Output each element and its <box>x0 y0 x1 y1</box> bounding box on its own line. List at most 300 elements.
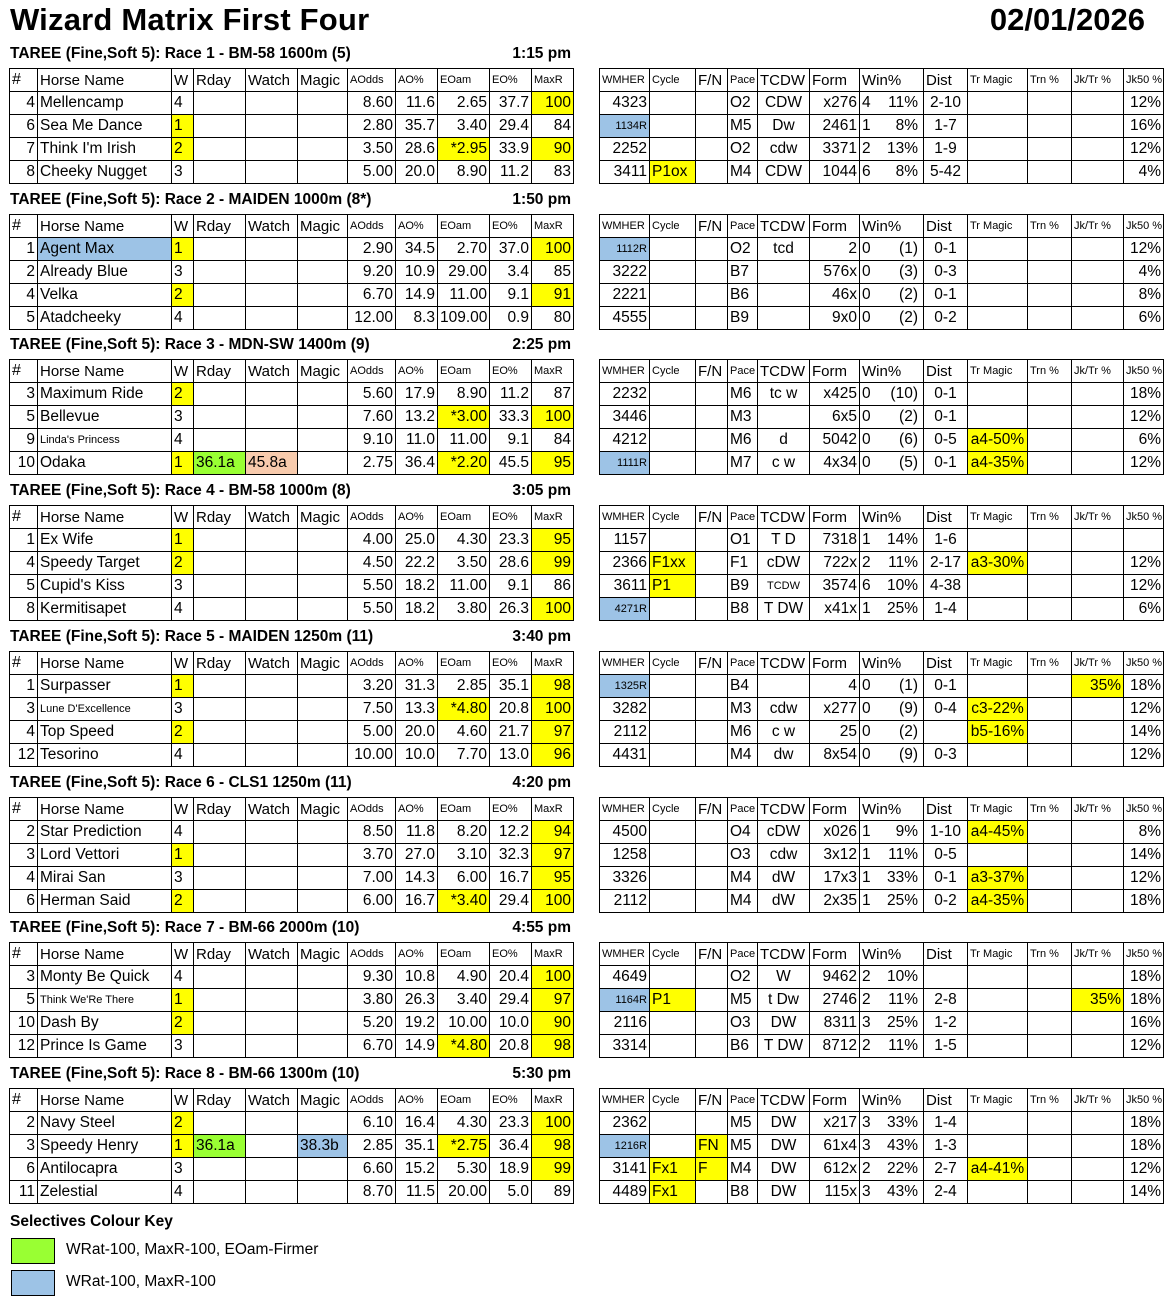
runner-aop: 35.7 <box>396 115 438 138</box>
left-header-row <box>10 360 574 383</box>
runner-eop: 10.0 <box>490 1012 532 1035</box>
runner-eop: 5.0 <box>490 1181 532 1204</box>
runner-cycle <box>650 529 696 552</box>
runner-form: 8712 <box>810 1035 860 1058</box>
runner-tcdw: CDW <box>758 92 810 115</box>
runner-detail-row <box>600 138 1164 161</box>
runner-dist: 1-4 <box>924 598 968 621</box>
runner-w: 3 <box>172 261 194 284</box>
runner-cycle <box>650 744 696 767</box>
runner-eop: 11.2 <box>490 383 532 406</box>
runner-dist: 0-3 <box>924 744 968 767</box>
left-header-cell: W <box>172 943 194 966</box>
runner-cycle <box>650 698 696 721</box>
race-left-table <box>9 214 574 330</box>
runner-detail-row <box>600 552 1164 575</box>
runner-aop: 19.2 <box>396 1012 438 1035</box>
runner-fn <box>696 989 728 1012</box>
runner-magic <box>298 138 348 161</box>
runner-pace: M4 <box>728 161 758 184</box>
runner-tr-magic <box>968 92 1028 115</box>
right-header-cell: Win% <box>860 652 924 675</box>
runner-eoam: 2.70 <box>438 238 490 261</box>
right-header-cell: Pace <box>728 652 758 675</box>
runner-win-pct <box>860 406 924 429</box>
runner-maxr: 98 <box>532 1135 574 1158</box>
runner-watch <box>246 744 298 767</box>
runner-watch <box>246 1181 298 1204</box>
runner-win-percent: 11% <box>888 846 918 863</box>
runner-w: 4 <box>172 1181 194 1204</box>
runner-tcdw: cdw <box>758 138 810 161</box>
runner-jk50-pct: 18% <box>1124 383 1164 406</box>
runner-win-percent: 43% <box>886 1137 918 1154</box>
runner-num: 1 <box>10 675 38 698</box>
runner-aodds: 2.90 <box>348 238 396 261</box>
runner-row <box>10 429 574 452</box>
runner-form: 8x54 <box>810 744 860 767</box>
runner-rday <box>194 1012 246 1035</box>
runner-form: x277 <box>810 698 860 721</box>
runner-wmher: 3222 <box>600 261 650 284</box>
runner-jk50-pct: 12% <box>1124 452 1164 475</box>
runner-aodds: 5.00 <box>348 721 396 744</box>
runner-win-pct <box>860 529 924 552</box>
runner-form: 46x <box>810 284 860 307</box>
runner-num: 10 <box>10 452 38 475</box>
runner-jktr-pct <box>1072 598 1124 621</box>
right-header-cell: Jk50 % <box>1124 506 1164 529</box>
runner-eop: 9.1 <box>490 429 532 452</box>
runner-jk50-pct: 12% <box>1124 1158 1164 1181</box>
left-header-cell: Horse Name <box>38 506 172 529</box>
runner-name: Speedy Henry <box>38 1135 172 1158</box>
runner-magic <box>298 383 348 406</box>
runner-win-count: 0 <box>862 385 871 402</box>
runner-eoam: *4.80 <box>438 698 490 721</box>
race-time: 1:50 pm <box>512 191 571 208</box>
runner-eoam: 8.20 <box>438 821 490 844</box>
left-header-cell: W <box>172 360 194 383</box>
runner-cycle: Fx1 <box>650 1158 696 1181</box>
runner-aodds: 5.60 <box>348 383 396 406</box>
runner-tr-magic: a4-50% <box>968 429 1028 452</box>
right-header-cell: Trn % <box>1028 943 1072 966</box>
right-header-cell: Form <box>810 798 860 821</box>
runner-win-percent: 11% <box>888 94 918 111</box>
runner-rday <box>194 138 246 161</box>
runner-aodds: 8.60 <box>348 92 396 115</box>
runner-maxr: 85 <box>532 261 574 284</box>
runner-eop: 20.4 <box>490 966 532 989</box>
runner-w: 3 <box>172 161 194 184</box>
runner-eoam: 11.00 <box>438 575 490 598</box>
right-header-cell: Jk50 % <box>1124 215 1164 238</box>
left-header-cell: # <box>10 1089 38 1112</box>
runner-name: Sea Me Dance <box>38 115 172 138</box>
runner-win-pct <box>860 1158 924 1181</box>
runner-win-count: 1 <box>862 600 871 617</box>
runner-tcdw: cdw <box>758 698 810 721</box>
runner-fn <box>696 92 728 115</box>
runner-jk50-pct: 18% <box>1124 1112 1164 1135</box>
runner-aodds: 6.60 <box>348 1158 396 1181</box>
runner-tr-magic: b5-16% <box>968 721 1028 744</box>
runner-win-count: 1 <box>862 869 871 886</box>
runner-cycle <box>650 383 696 406</box>
right-header-cell: Tr Magic <box>968 69 1028 92</box>
runner-fn <box>696 744 728 767</box>
runner-trn-pct <box>1028 1158 1072 1181</box>
right-header-cell: WMHER <box>600 1089 650 1112</box>
runner-wmher: 4271R <box>600 598 650 621</box>
right-header-cell: Form <box>810 943 860 966</box>
runner-watch <box>246 115 298 138</box>
race-header-title: TAREE (Fine,Soft 5): Race 2 - MAIDEN 1000m (8*) <box>10 191 372 208</box>
runner-aop: 27.0 <box>396 844 438 867</box>
runner-aop: 11.6 <box>396 92 438 115</box>
runner-maxr: 96 <box>532 744 574 767</box>
right-header-cell: Dist <box>924 652 968 675</box>
runner-win-count: 0 <box>862 454 871 471</box>
race-header-title: TAREE (Fine,Soft 5): Race 4 - BM-58 1000m (8) <box>10 482 351 499</box>
runner-tr-magic <box>968 989 1028 1012</box>
left-header-cell: W <box>172 1089 194 1112</box>
runner-rday <box>194 552 246 575</box>
left-header-cell: AOdds <box>348 360 396 383</box>
runner-jk50-pct: 14% <box>1124 721 1164 744</box>
runner-w: 2 <box>172 1112 194 1135</box>
runner-tcdw: tcd <box>758 238 810 261</box>
runner-name: Ex Wife <box>38 529 172 552</box>
right-header-row <box>600 506 1164 529</box>
runner-detail-row <box>600 115 1164 138</box>
runner-pace: B9 <box>728 575 758 598</box>
runner-win-count: 0 <box>862 723 871 740</box>
runner-watch <box>246 867 298 890</box>
left-header-cell: Horse Name <box>38 69 172 92</box>
runner-win-count: 3 <box>862 1137 871 1154</box>
runner-tr-magic: a4-35% <box>968 890 1028 913</box>
race-header-title: TAREE (Fine,Soft 5): Race 8 - BM-66 1300m (10) <box>10 1065 360 1082</box>
right-header-cell: Jk50 % <box>1124 943 1164 966</box>
runner-win-percent: 8% <box>895 163 918 180</box>
runner-num: 3 <box>10 966 38 989</box>
runner-detail-row <box>600 575 1164 598</box>
runner-dist: 2-17 <box>924 552 968 575</box>
runner-magic <box>298 161 348 184</box>
left-header-cell: Watch <box>246 798 298 821</box>
runner-win-count: 2 <box>862 991 871 1008</box>
runner-wmher: 1134R <box>600 115 650 138</box>
race-time: 2:25 pm <box>512 336 571 353</box>
runner-jktr-pct <box>1072 1158 1124 1181</box>
runner-eoam: *2.95 <box>438 138 490 161</box>
runner-wmher: 2232 <box>600 383 650 406</box>
right-header-cell: TCDW <box>758 69 810 92</box>
runner-magic <box>298 284 348 307</box>
runner-maxr: 95 <box>532 867 574 890</box>
runner-pace: B4 <box>728 675 758 698</box>
runner-watch <box>246 161 298 184</box>
runner-detail-row <box>600 721 1164 744</box>
runner-watch <box>246 1112 298 1135</box>
left-header-cell: Rday <box>194 69 246 92</box>
right-header-cell: Cycle <box>650 506 696 529</box>
page-title: Wizard Matrix First Four <box>10 2 370 37</box>
left-header-cell: Horse Name <box>38 360 172 383</box>
runner-tcdw: W <box>758 966 810 989</box>
left-header-cell: MaxR <box>532 652 574 675</box>
runner-jk50-pct: 4% <box>1124 161 1164 184</box>
runner-maxr: 95 <box>532 529 574 552</box>
runner-maxr: 99 <box>532 552 574 575</box>
runner-name: Lune D'Excellence <box>38 698 172 721</box>
runner-rday <box>194 721 246 744</box>
left-header-cell: AO% <box>396 1089 438 1112</box>
runner-eoam: 20.00 <box>438 1181 490 1204</box>
runner-trn-pct <box>1028 966 1072 989</box>
runner-win-percent: (9) <box>899 700 918 717</box>
runner-num: 4 <box>10 92 38 115</box>
runner-fn <box>696 675 728 698</box>
runner-form: 5042 <box>810 429 860 452</box>
runner-win-percent: 33% <box>886 1114 918 1131</box>
runner-name: Lord Vettori <box>38 844 172 867</box>
right-header-cell: WMHER <box>600 943 650 966</box>
runner-eop: 45.5 <box>490 452 532 475</box>
runner-dist: 0-3 <box>924 261 968 284</box>
left-header-cell: Magic <box>298 360 348 383</box>
runner-trn-pct <box>1028 261 1072 284</box>
runner-magic <box>298 890 348 913</box>
runner-wmher: 1325R <box>600 675 650 698</box>
race-right-table <box>599 651 1164 767</box>
runner-win-percent: 33% <box>886 869 918 886</box>
runner-cycle: Fx1 <box>650 1181 696 1204</box>
race-header-title: TAREE (Fine,Soft 5): Race 6 - CLS1 1250m (11) <box>10 774 352 791</box>
runner-eoam: 11.00 <box>438 284 490 307</box>
runner-magic <box>298 698 348 721</box>
runner-pace: M6 <box>728 383 758 406</box>
runner-name: Top Speed <box>38 721 172 744</box>
runner-rday <box>194 575 246 598</box>
colour-key-swatch-green <box>11 1238 55 1264</box>
runner-cycle <box>650 890 696 913</box>
runner-name: Mellencamp <box>38 92 172 115</box>
runner-tr-magic <box>968 575 1028 598</box>
runner-w: 1 <box>172 452 194 475</box>
runner-detail-row <box>600 821 1164 844</box>
left-header-cell: AOdds <box>348 943 396 966</box>
runner-w: 1 <box>172 238 194 261</box>
runner-row <box>10 529 574 552</box>
runner-win-percent: (6) <box>899 431 918 448</box>
runner-jktr-pct <box>1072 261 1124 284</box>
runner-win-percent: 13% <box>886 140 918 157</box>
colour-key-title: Selectives Colour Key <box>10 1213 173 1230</box>
right-header-cell: F/N <box>696 360 728 383</box>
right-header-cell: Pace <box>728 360 758 383</box>
runner-maxr: 89 <box>532 1181 574 1204</box>
runner-dist <box>924 966 968 989</box>
runner-jk50-pct: 14% <box>1124 1181 1164 1204</box>
runner-eop: 37.7 <box>490 92 532 115</box>
runner-jk50-pct: 14% <box>1124 844 1164 867</box>
runner-num: 4 <box>10 284 38 307</box>
runner-tcdw: cDW <box>758 552 810 575</box>
runner-win-pct <box>860 844 924 867</box>
runner-magic <box>298 92 348 115</box>
runner-aop: 13.2 <box>396 406 438 429</box>
runner-maxr: 84 <box>532 115 574 138</box>
runner-form: 3574 <box>810 575 860 598</box>
runner-fn <box>696 721 728 744</box>
runner-tr-magic <box>968 1012 1028 1035</box>
runner-jk50-pct: 12% <box>1124 867 1164 890</box>
left-header-cell: AO% <box>396 215 438 238</box>
runner-eoam: 11.00 <box>438 429 490 452</box>
runner-win-pct <box>860 284 924 307</box>
runner-eop: 29.4 <box>490 989 532 1012</box>
race-time: 4:20 pm <box>512 774 571 791</box>
left-header-cell: AOdds <box>348 1089 396 1112</box>
runner-wmher: 3326 <box>600 867 650 890</box>
runner-name: Prince Is Game <box>38 1035 172 1058</box>
runner-pace: M5 <box>728 115 758 138</box>
race-time: 5:30 pm <box>512 1065 571 1082</box>
runner-maxr: 90 <box>532 138 574 161</box>
left-header-cell: AOdds <box>348 506 396 529</box>
runner-pace: F1 <box>728 552 758 575</box>
runner-fn <box>696 598 728 621</box>
left-header-cell: AO% <box>396 652 438 675</box>
runner-dist: 0-1 <box>924 406 968 429</box>
runner-aodds: 5.50 <box>348 598 396 621</box>
right-header-cell: Pace <box>728 798 758 821</box>
runner-aodds: 6.70 <box>348 1035 396 1058</box>
runner-pace: B9 <box>728 307 758 330</box>
left-header-cell: Magic <box>298 798 348 821</box>
runner-watch <box>246 989 298 1012</box>
left-header-cell: Horse Name <box>38 1089 172 1112</box>
runner-num: 5 <box>10 575 38 598</box>
runner-trn-pct <box>1028 552 1072 575</box>
runner-tcdw: tc w <box>758 383 810 406</box>
runner-jk50-pct: 6% <box>1124 307 1164 330</box>
runner-aodds: 5.00 <box>348 161 396 184</box>
runner-num: 4 <box>10 721 38 744</box>
runner-cycle <box>650 92 696 115</box>
runner-num: 2 <box>10 821 38 844</box>
runner-name: Think We'Re There <box>38 989 172 1012</box>
runner-jktr-pct <box>1072 429 1124 452</box>
runner-tr-magic: a4-41% <box>968 1158 1028 1181</box>
runner-eoam: *2.75 <box>438 1135 490 1158</box>
right-header-cell: Dist <box>924 69 968 92</box>
runner-detail-row <box>600 675 1164 698</box>
runner-name: Dash By <box>38 1012 172 1035</box>
runner-tcdw: T D <box>758 529 810 552</box>
runner-num: 3 <box>10 698 38 721</box>
runner-rday <box>194 429 246 452</box>
runner-win-count: 0 <box>862 309 871 326</box>
runner-aop: 10.8 <box>396 966 438 989</box>
runner-wmher: 2112 <box>600 721 650 744</box>
runner-win-count: 0 <box>862 408 871 425</box>
runner-eoam: *4.80 <box>438 1035 490 1058</box>
runner-fn <box>696 867 728 890</box>
left-header-cell: AOdds <box>348 69 396 92</box>
runner-pace: B8 <box>728 598 758 621</box>
runner-eoam: 2.65 <box>438 92 490 115</box>
runner-win-pct <box>860 721 924 744</box>
runner-tr-magic <box>968 966 1028 989</box>
runner-pace: M6 <box>728 429 758 452</box>
runner-aop: 34.5 <box>396 238 438 261</box>
runner-cycle <box>650 1035 696 1058</box>
right-header-cell: F/N <box>696 506 728 529</box>
runner-win-pct <box>860 1135 924 1158</box>
runner-trn-pct <box>1028 284 1072 307</box>
runner-w: 1 <box>172 529 194 552</box>
runner-maxr: 98 <box>532 675 574 698</box>
runner-trn-pct <box>1028 698 1072 721</box>
runner-magic <box>298 552 348 575</box>
runner-fn <box>696 138 728 161</box>
runner-dist: 1-9 <box>924 138 968 161</box>
runner-win-pct <box>860 966 924 989</box>
left-header-cell: MaxR <box>532 215 574 238</box>
runner-num: 11 <box>10 1181 38 1204</box>
runner-tr-magic: a4-35% <box>968 452 1028 475</box>
runner-detail-row <box>600 1158 1164 1181</box>
runner-wmher: 4323 <box>600 92 650 115</box>
runner-rday <box>194 1158 246 1181</box>
runner-row <box>10 844 574 867</box>
runner-tr-magic: c3-22% <box>968 698 1028 721</box>
runner-form: 2 <box>810 238 860 261</box>
runner-win-pct <box>860 1112 924 1135</box>
runner-trn-pct <box>1028 429 1072 452</box>
runner-wmher: 3141 <box>600 1158 650 1181</box>
runner-win-pct <box>860 821 924 844</box>
right-header-row <box>600 215 1164 238</box>
runner-aop: 25.0 <box>396 529 438 552</box>
race-left-table <box>9 797 574 913</box>
runner-pace: M5 <box>728 989 758 1012</box>
runner-dist: 0-1 <box>924 238 968 261</box>
right-header-cell: Win% <box>860 943 924 966</box>
runner-pace: B7 <box>728 261 758 284</box>
left-header-cell: EO% <box>490 69 532 92</box>
runner-watch <box>246 575 298 598</box>
runner-w: 3 <box>172 1158 194 1181</box>
left-header-cell: Watch <box>246 1089 298 1112</box>
right-header-cell: Jk50 % <box>1124 360 1164 383</box>
runner-form: 115x <box>810 1181 860 1204</box>
runner-row <box>10 1112 574 1135</box>
runner-magic <box>298 115 348 138</box>
runner-detail-row <box>600 383 1164 406</box>
right-header-cell: Jk/Tr % <box>1072 69 1124 92</box>
race-right-table <box>599 797 1164 913</box>
runner-jktr-pct <box>1072 721 1124 744</box>
runner-win-percent: (5) <box>899 454 918 471</box>
left-header-cell: Rday <box>194 943 246 966</box>
right-header-cell: Cycle <box>650 1089 696 1112</box>
runner-jktr-pct <box>1072 1181 1124 1204</box>
